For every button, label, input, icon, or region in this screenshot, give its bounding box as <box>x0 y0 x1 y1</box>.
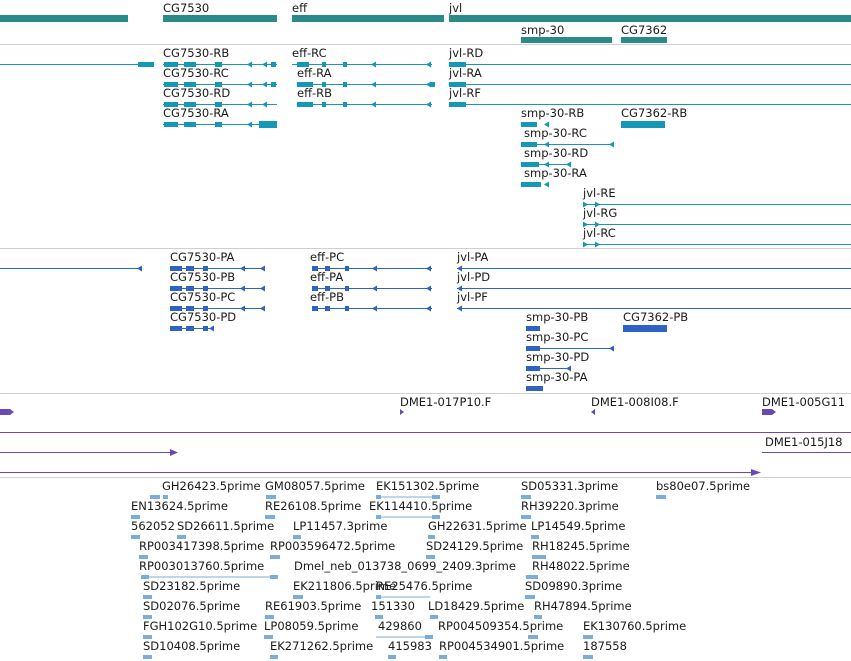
est-label: SD09890.3prime <box>525 579 623 593</box>
protein-label: jvl-PD <box>457 270 491 284</box>
est-label: GM08057.5prime <box>265 479 365 493</box>
est-label: GH26423.5prime <box>162 479 261 493</box>
est-label: RH18245.5prime <box>532 539 630 553</box>
est-label: RP003417398.5prime <box>139 539 265 553</box>
transcript-label: CG7530-RB <box>163 46 230 60</box>
est-label: EK151302.5prime <box>376 479 480 493</box>
est-labels <box>131 479 750 653</box>
transcript-label: eff-RC <box>292 46 327 60</box>
transcript-label: jvl-RF <box>449 86 481 100</box>
gene-feature[interactable] <box>0 15 128 22</box>
transcript-label: smp-30-RD <box>524 146 589 160</box>
transcript-label: CG7362-RB <box>621 106 688 120</box>
est-label: SD26611.5prime <box>177 519 275 533</box>
protein-label: eff-PB <box>310 290 344 304</box>
est-label: 187558 <box>583 639 627 653</box>
protein-label: smp-30-PB <box>526 310 589 324</box>
protein-track <box>0 266 851 392</box>
protein-label: jvl-PA <box>457 250 489 264</box>
est-label: SD24129.5prime <box>426 539 524 553</box>
transcript-label: smp-30-RB <box>521 106 585 120</box>
transcript-label: CG7530-RC <box>163 66 229 80</box>
est-label: EN13624.5prime <box>131 499 228 513</box>
transcript-labels <box>163 46 687 240</box>
est-label: RP003013760.5prime <box>139 559 265 573</box>
est-label: EK114410.5prime <box>369 499 473 513</box>
gene-label: smp-30 <box>521 23 565 37</box>
est-label: 415983 <box>388 639 432 653</box>
transcript-label: jvl-RC <box>583 226 616 240</box>
gene-feature-smp-30[interactable] <box>521 37 612 43</box>
protein-label: CG7530-PD <box>170 310 237 324</box>
est-label: SD05331.3prime <box>521 479 619 493</box>
clone-label: DME1-015J18 <box>765 435 843 449</box>
transcript-label: jvl-RD <box>449 46 484 60</box>
est-label: Dmel_neb_013738_0699_2409.3prime <box>294 559 516 573</box>
clone-feature[interactable] <box>591 409 595 415</box>
est-label: RH39220.3prime <box>521 499 619 513</box>
est-label: SD02076.5prime <box>143 599 241 613</box>
transcript-label: jvl-RE <box>583 186 616 200</box>
est-label: FGH102G10.5prime <box>143 619 258 633</box>
protein-label: CG7530-PC <box>170 290 236 304</box>
clone-feature[interactable] <box>0 409 14 415</box>
clone-label: DME1-017P10.F <box>400 395 492 409</box>
est-label: GH22631.5prime <box>428 519 527 533</box>
transcript-label: CG7530-RD <box>163 86 231 100</box>
gene-feature-CG7530[interactable] <box>163 15 277 22</box>
gene-feature-eff[interactable] <box>292 15 444 22</box>
est-label: RE61903.5prime <box>265 599 362 613</box>
est-label: RE26108.5prime <box>265 499 362 513</box>
protein-label: smp-30-PA <box>526 370 588 384</box>
clone-labels <box>400 395 845 449</box>
gene-label: eff <box>292 1 307 15</box>
transcript-label: eff-RB <box>297 86 333 100</box>
est-label: 151330 <box>371 599 415 613</box>
gene-label: CG7530 <box>163 1 210 15</box>
clone-feature[interactable] <box>400 409 404 415</box>
protein-label: CG7362-PB <box>623 310 689 324</box>
est-label: EK271262.5prime <box>270 639 374 653</box>
transcript-label: smp-30-RC <box>524 126 587 140</box>
clone-feature[interactable] <box>762 409 776 415</box>
clone-label: DME1-008I08.F <box>591 395 679 409</box>
est-label: LP14549.5prime <box>531 519 626 533</box>
est-label: 429860 <box>378 619 422 633</box>
est-label: RP003596472.5prime <box>270 539 396 553</box>
protein-label: CG7530-PA <box>170 250 235 264</box>
transcript-label: jvl-RA <box>449 66 482 80</box>
protein-label: smp-30-PD <box>526 350 590 364</box>
gene-feature-jvl[interactable] <box>449 15 851 22</box>
protein-label: smp-30-PC <box>526 330 589 344</box>
est-label: RH47894.5prime <box>534 599 632 613</box>
transcript-track <box>0 62 851 248</box>
est-label: RH48022.5prime <box>532 559 630 573</box>
protein-label: eff-PA <box>310 270 344 284</box>
protein-label: eff-PC <box>310 250 345 264</box>
transcript-label: eff-RA <box>297 66 332 80</box>
est-label: RE25476.5prime <box>376 579 473 593</box>
est-label: EK130760.5prime <box>583 619 687 633</box>
est-label: RP004509354.5prime <box>438 619 564 633</box>
est-label: LP08059.5prime <box>264 619 359 633</box>
protein-label: CG7530-PB <box>170 270 236 284</box>
est-label: 562052 <box>131 519 175 533</box>
est-label: SD23182.5prime <box>143 579 241 593</box>
clone-label: DME1-005G11 <box>762 395 846 409</box>
transcript-label: smp-30-RA <box>524 166 587 180</box>
est-label: EK211806.5prime <box>293 579 397 593</box>
transcript-label: CG7530-RA <box>163 106 229 120</box>
transcript-label: jvl-RG <box>583 206 618 220</box>
gene-track <box>0 1 851 43</box>
protein-label: jvl-PF <box>457 290 488 304</box>
gene-label: jvl <box>449 1 463 15</box>
gene-label: CG7362 <box>621 23 668 37</box>
est-label: LP11457.3prime <box>293 519 388 533</box>
clone-track <box>0 409 851 476</box>
est-label: RP004534901.5prime <box>439 639 565 653</box>
est-label: LD18429.5prime <box>428 599 525 613</box>
est-label: bs80e07.5prime <box>656 479 751 493</box>
est-label: SD10408.5prime <box>143 639 241 653</box>
gene-feature-CG7362[interactable] <box>621 37 667 43</box>
